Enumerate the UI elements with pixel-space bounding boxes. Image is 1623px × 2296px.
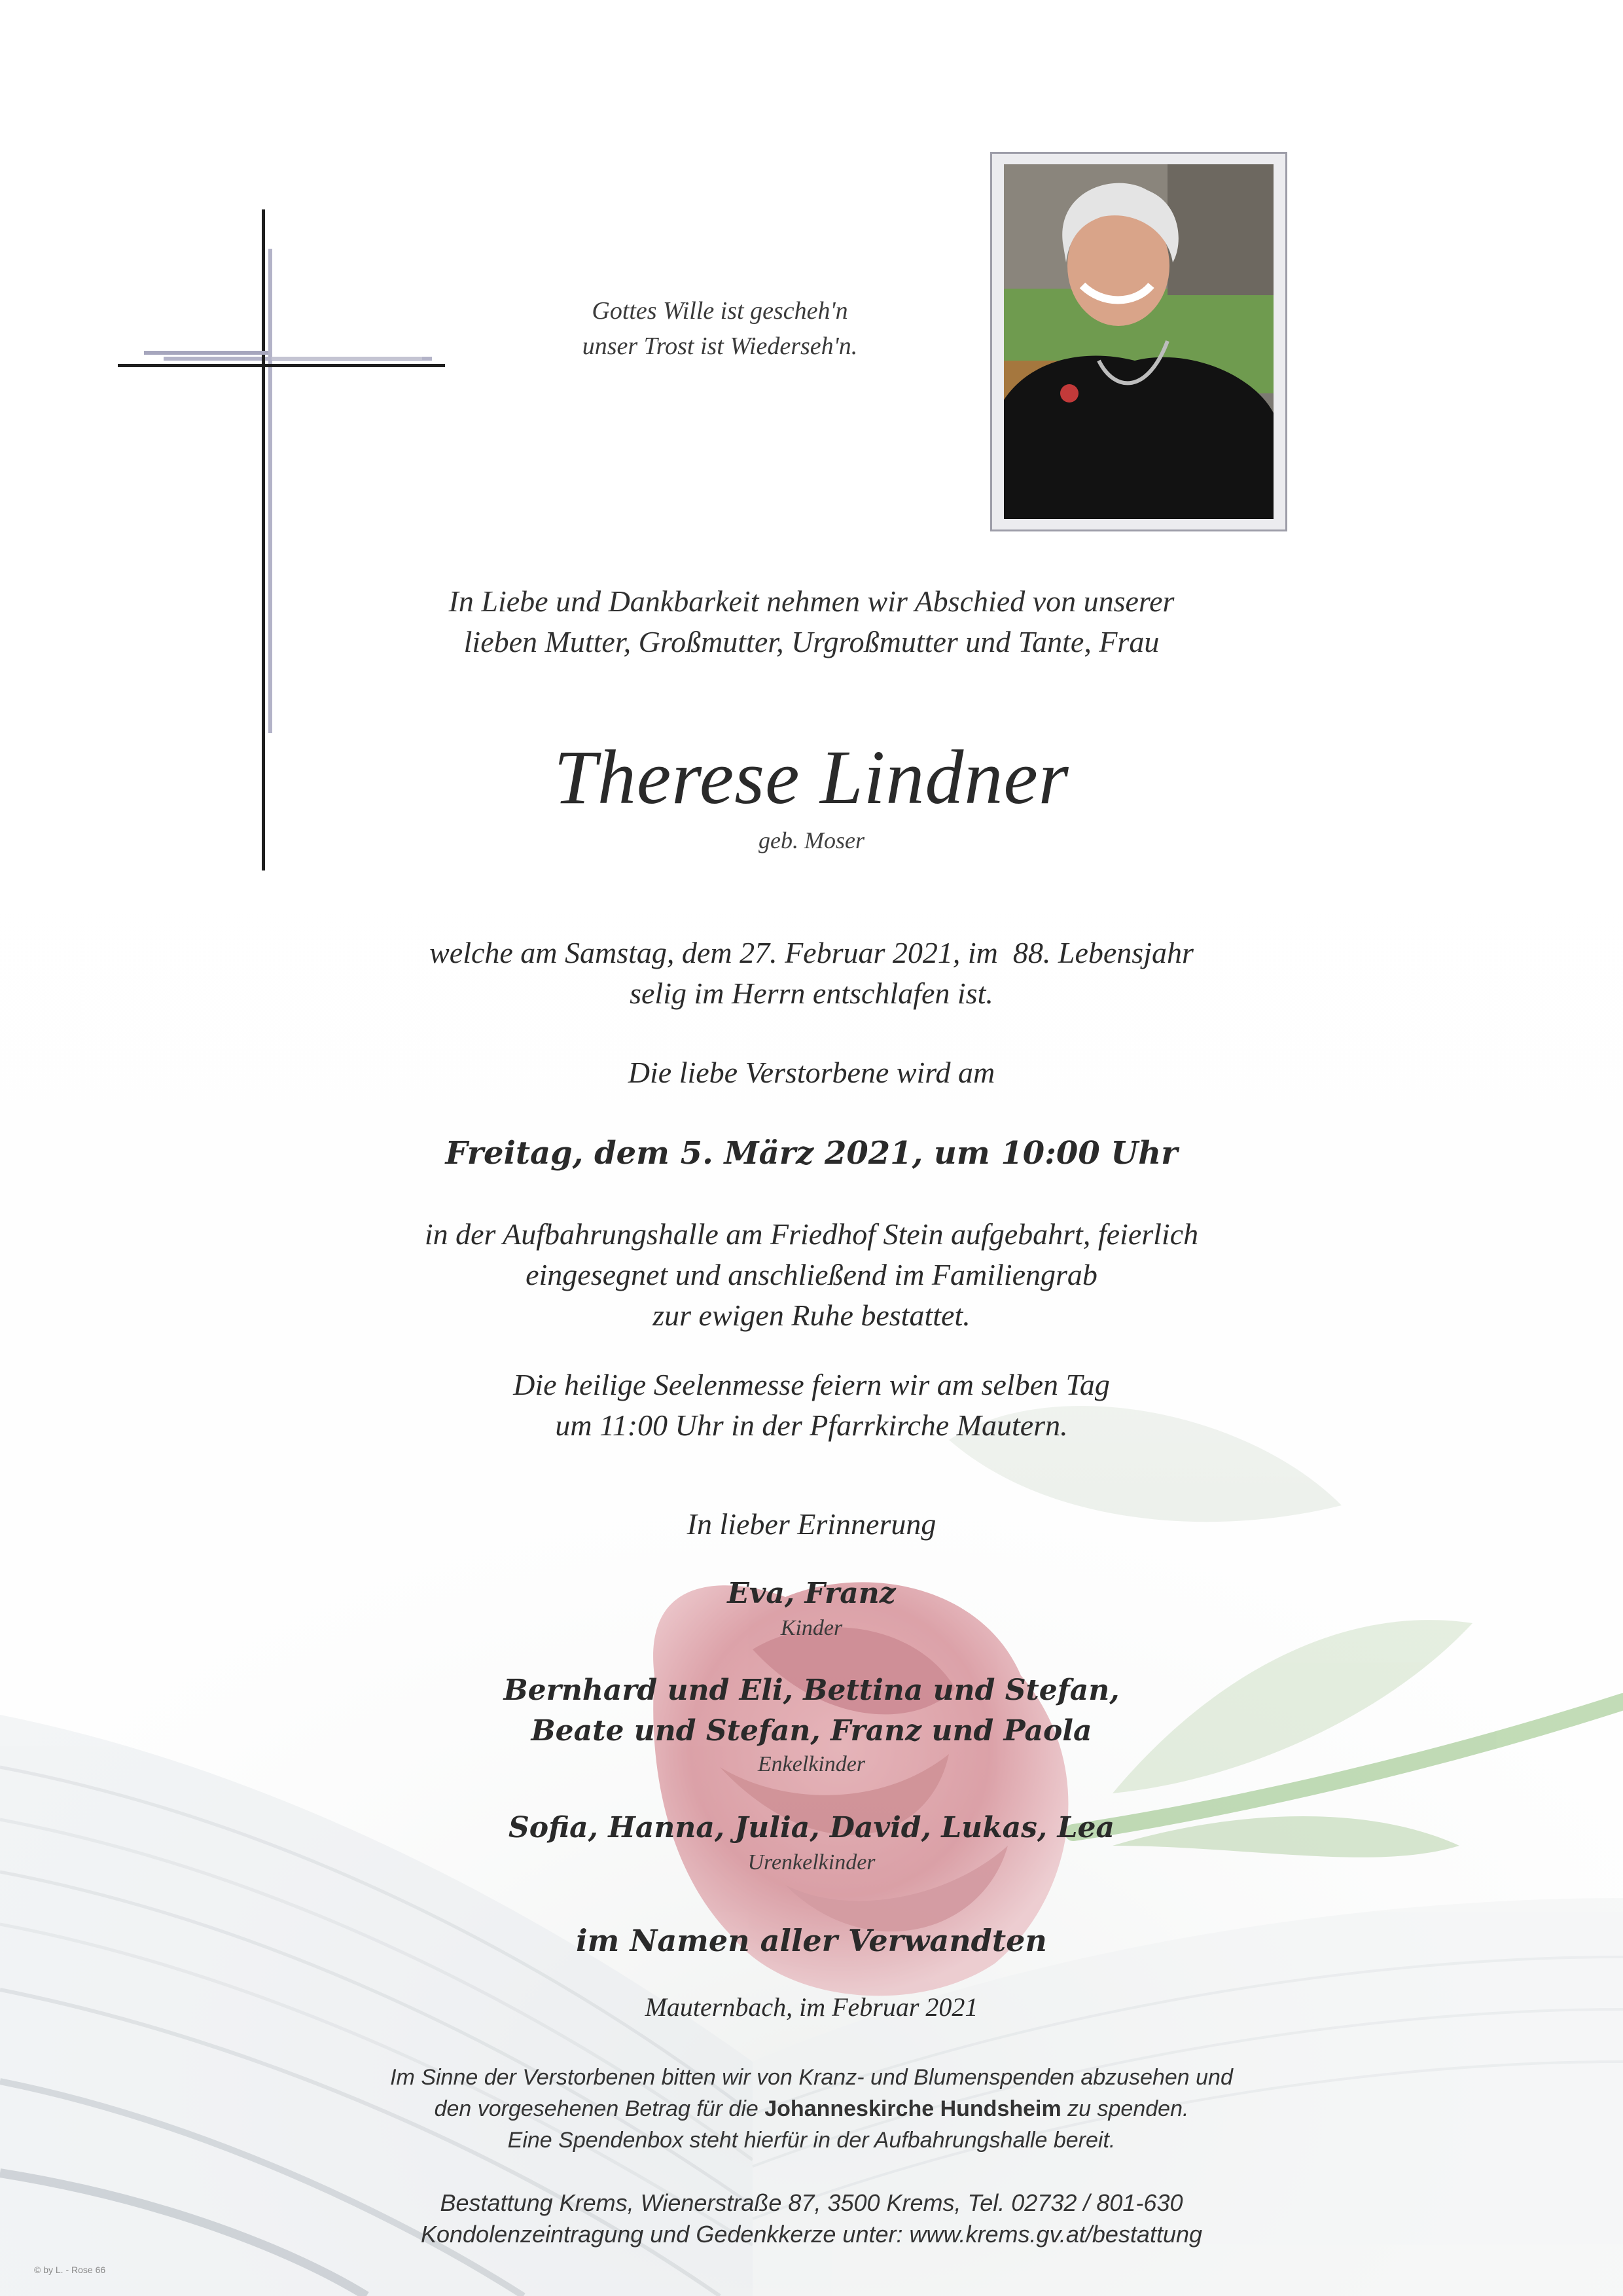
- funeral-date: Freitag, dem 5. März 2021, um 10:00 Uhr: [445, 1135, 1178, 1172]
- funeral-details: [0, 1214, 1623, 1336]
- donation-line-2-start: den vorgesehenen Betrag für die: [434, 2096, 765, 2121]
- death-line-1: welche am Samstag, dem 27. Februar 2021, im 88. Lebensjahr: [429, 936, 1194, 969]
- motto-line-1: Gottes Wille ist gescheh'n: [592, 297, 848, 325]
- portrait-photo: [1004, 164, 1274, 519]
- portrait-frame: [990, 152, 1287, 531]
- motto: [550, 293, 890, 364]
- children-role: Kinder: [780, 1616, 843, 1640]
- intro-text: [0, 581, 1623, 662]
- birth-name: geb. Moser: [758, 827, 865, 853]
- funeral-intro: Die liebe Verstorbene wird am: [628, 1056, 995, 1089]
- donation-line-2: [0, 2093, 1623, 2125]
- intro-line-1: In Liebe und Dankbarkeit nehmen wir Abschied von unserer: [448, 584, 1175, 618]
- grandchildren-line-1: Bernhard und Eli, Bettina und Stefan,: [503, 1674, 1120, 1707]
- donation-line-3: Eine Spendenbox steht hierfür in der Aufbahrungshalle bereit.: [507, 2128, 1116, 2153]
- copyright: © by L. - Rose 66: [34, 2265, 106, 2275]
- mass-details: [0, 1365, 1623, 1446]
- funeral-line-3: zur ewigen Ruhe bestattet.: [652, 1299, 971, 1332]
- funeral-line-1: in der Aufbahrungshalle am Friedhof Stein aufgebahrt, feierlich: [424, 1217, 1199, 1251]
- mass-line-1: Die heilige Seelenmesse feiern wir am selben Tag: [513, 1368, 1110, 1401]
- donation-line-2-end: zu spenden.: [1061, 2096, 1189, 2121]
- great-grandchildren-role: Urenkelkinder: [747, 1850, 876, 1874]
- great-grandchildren-names: Sofia, Hanna, Julia, David, Lukas, Lea: [508, 1811, 1115, 1844]
- children-names: Eva, Franz: [727, 1577, 896, 1610]
- relatives-line: im Namen aller Verwandten: [576, 1923, 1047, 1958]
- place-date: Mauternbach, im Februar 2021: [645, 1992, 978, 2022]
- footer-line-1: Bestattung Krems, Wienerstraße 87, 3500 Krems, Tel. 02732 / 801-630: [440, 2189, 1183, 2216]
- footer-line-2: Kondolenzeintragung und Gedenkkerze unter: www.krems.gv.at/bestattung: [420, 2221, 1203, 2248]
- donation-recipient: Johanneskirche Hundsheim: [764, 2096, 1061, 2121]
- grandchildren-names: [0, 1670, 1623, 1751]
- death-line-2: selig im Herrn entschlafen ist.: [630, 977, 993, 1010]
- motto-line-2: unser Trost ist Wiederseh'n.: [582, 332, 858, 360]
- mass-line-2: um 11:00 Uhr in der Pfarrkirche Mautern.: [555, 1408, 1068, 1442]
- deceased-name: Therese Lindner: [554, 734, 1069, 820]
- death-notice: [0, 933, 1623, 1014]
- donation-line-1: Im Sinne der Verstorbenen bitten wir von Kranz- und Blumenspenden abzusehen und: [390, 2065, 1233, 2090]
- intro-line-2: lieben Mutter, Großmutter, Urgroßmutter und Tante, Frau: [463, 625, 1160, 658]
- memory-heading: In lieber Erinnerung: [687, 1507, 936, 1541]
- donation-note: [0, 2062, 1623, 2156]
- grandchildren-line-2: Beate und Stefan, Franz und Paola: [531, 1714, 1092, 1748]
- funeral-line-2: eingesegnet und anschließend im Familiengrab: [526, 1258, 1097, 1291]
- grandchildren-role: Enkelkinder: [757, 1752, 866, 1776]
- funeral-home-footer: [0, 2187, 1623, 2250]
